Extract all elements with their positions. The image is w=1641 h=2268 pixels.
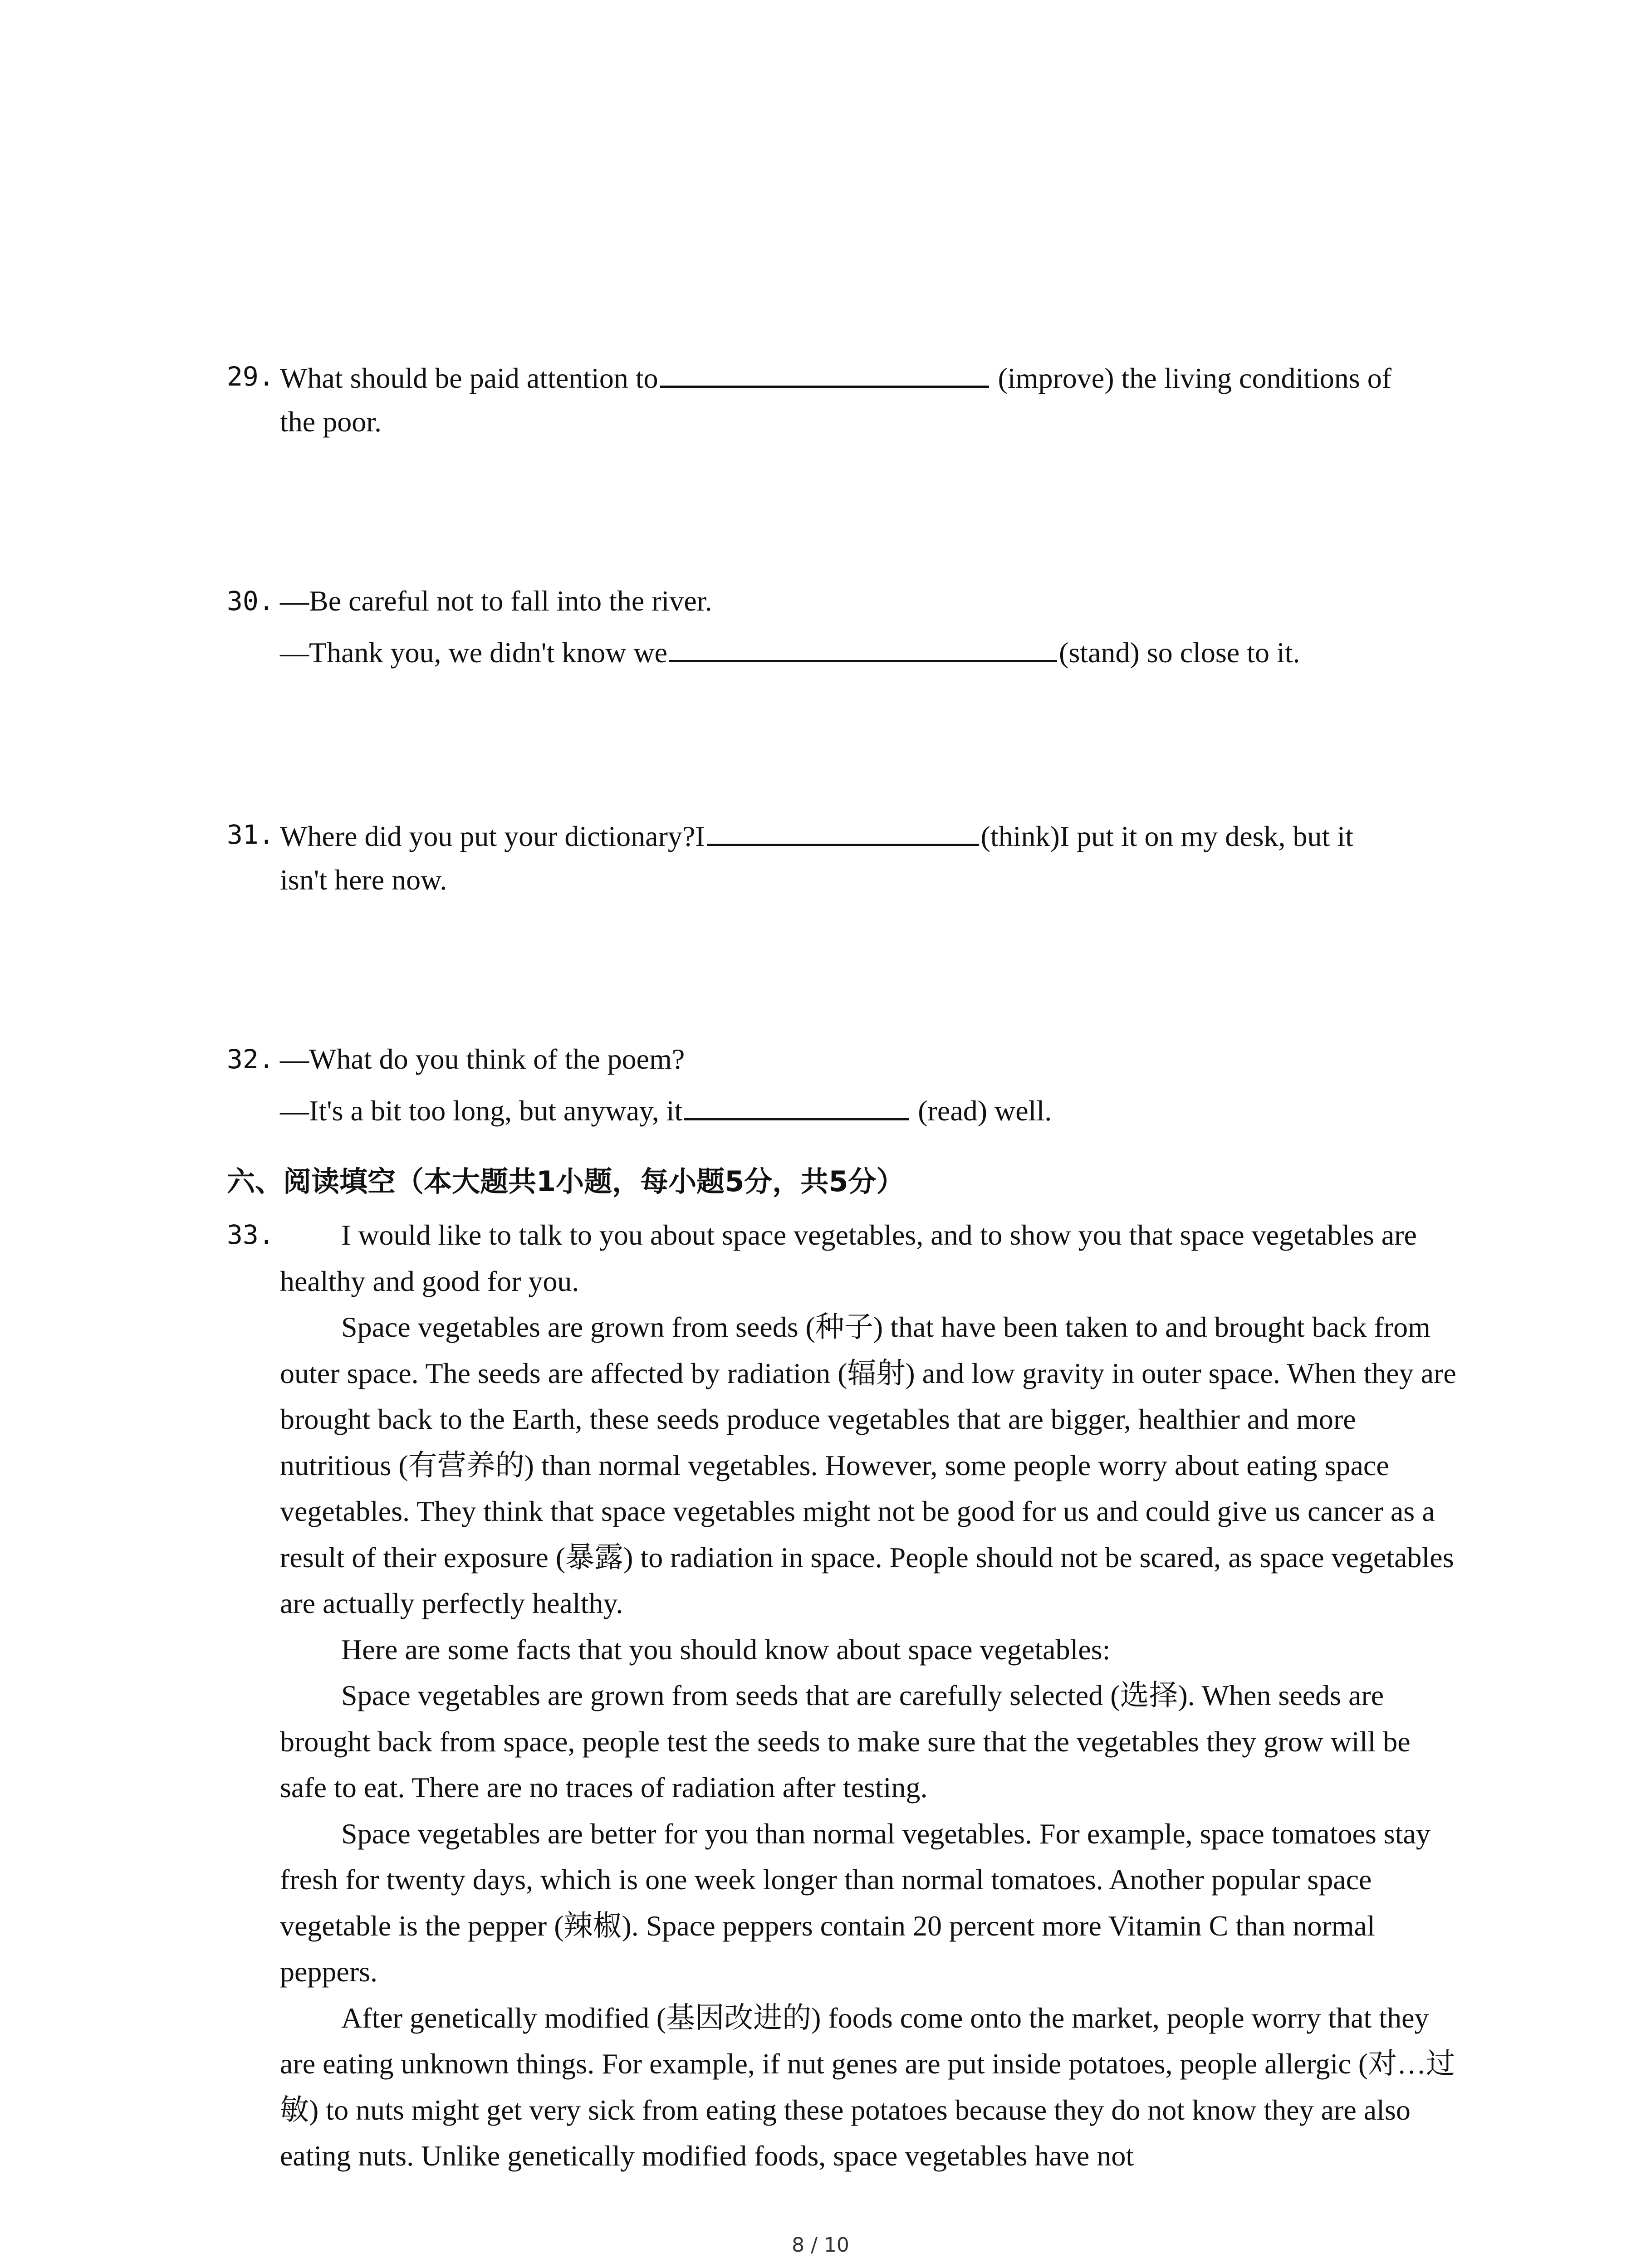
question-32-line-2 (280, 1086, 1052, 1134)
question-number-30: 30. (227, 586, 274, 616)
answer-blank-31[interactable] (707, 812, 979, 846)
question-29-line-1 (280, 354, 1391, 401)
question-number-29: 29. (227, 361, 274, 392)
passage-paragraph-6: After genetically modified (基因改进的) foods come onto the market, people worry that they are eating unknown things. For example, if nut genes are put inside potatoes, people allergic (对…过敏) to nuts might get very sick from eating these potatoes because they do not know they are also eating nuts. Unlike genetically modified foods, space vegetables have not (280, 2001, 1455, 2172)
question-30-line-2 (280, 628, 1300, 675)
question-32-text-after: (read) well. (911, 1095, 1052, 1127)
question-number-32: 32. (227, 1044, 274, 1075)
passage-paragraph-5: Space vegetables are better for you than normal vegetables. For example, space tomatoes stay fresh for twenty days, which is one week longer than normal tomatoes. Another popular space vegetable is the pepper (辣椒). Space peppers contain 20 percent more Vitamin C than normal peppers. (280, 1817, 1430, 1988)
reading-passage (280, 1212, 1460, 2179)
page-number: 8 / 10 (792, 2234, 849, 2257)
passage-paragraph-4: Space vegetables are grown from seeds that are carefully selected (选择). When seeds are brought back from space, people test the seeds to make sure that the vegetables they grow will be safe to eat. There are no traces of radiation after testing. (280, 1679, 1411, 1804)
question-31-text-after: (think)I put it on my desk, but it (980, 820, 1353, 852)
question-31-line-1 (280, 812, 1353, 859)
passage-paragraph-1: I would like to talk to you about space vegetables, and to show you that space vegetables are healthy and good for you. (280, 1219, 1417, 1297)
passage-paragraph-3: Here are some facts that you should know about space vegetables: (341, 1633, 1111, 1666)
passage-paragraph-2: Space vegetables are grown from seeds (种子) that have been taken to and brought back from outer space. The seeds are affected by radiation (辐射) and low gravity in outer space. When they are brought back to the Earth, these seeds produce vegetables that are bigger, healthier and more nutritious (有营养的) than normal vegetables. However, some people worry about eating space vegetables. They think that space vegetables might not be good for us and could give us cancer as a result of their exposure (暴露) to radiation in space. People should not be scared, as space vegetables are actually perfectly healthy. (280, 1311, 1456, 1619)
answer-blank-29[interactable] (660, 354, 989, 388)
question-number-31: 31. (227, 819, 274, 850)
question-32-text-before: —It's a bit too long, but anyway, it (280, 1095, 683, 1127)
question-30-line-1: —Be careful not to fall into the river. (280, 585, 712, 617)
question-29-line-2: the poor. (280, 406, 382, 438)
answer-blank-30[interactable] (669, 628, 1057, 662)
question-31-text-before: Where did you put your dictionary?I (280, 820, 705, 852)
question-32-line-1: —What do you think of the poem? (280, 1043, 685, 1075)
question-29-text-after: (improve) the living conditions of (990, 362, 1391, 394)
section-heading: 六、阅读填空（本大题共1小题，每小题5分，共5分） (227, 1165, 905, 1198)
question-number-33: 33. (227, 1219, 274, 1250)
question-31-line-2: isn't here now. (280, 864, 447, 896)
answer-blank-32[interactable] (684, 1086, 909, 1120)
question-30-text-before: —Thank you, we didn't know we (280, 636, 668, 669)
question-30-text-after: (stand) so close to it. (1059, 636, 1300, 669)
question-29-text-before: What should be paid attention to (280, 362, 658, 394)
